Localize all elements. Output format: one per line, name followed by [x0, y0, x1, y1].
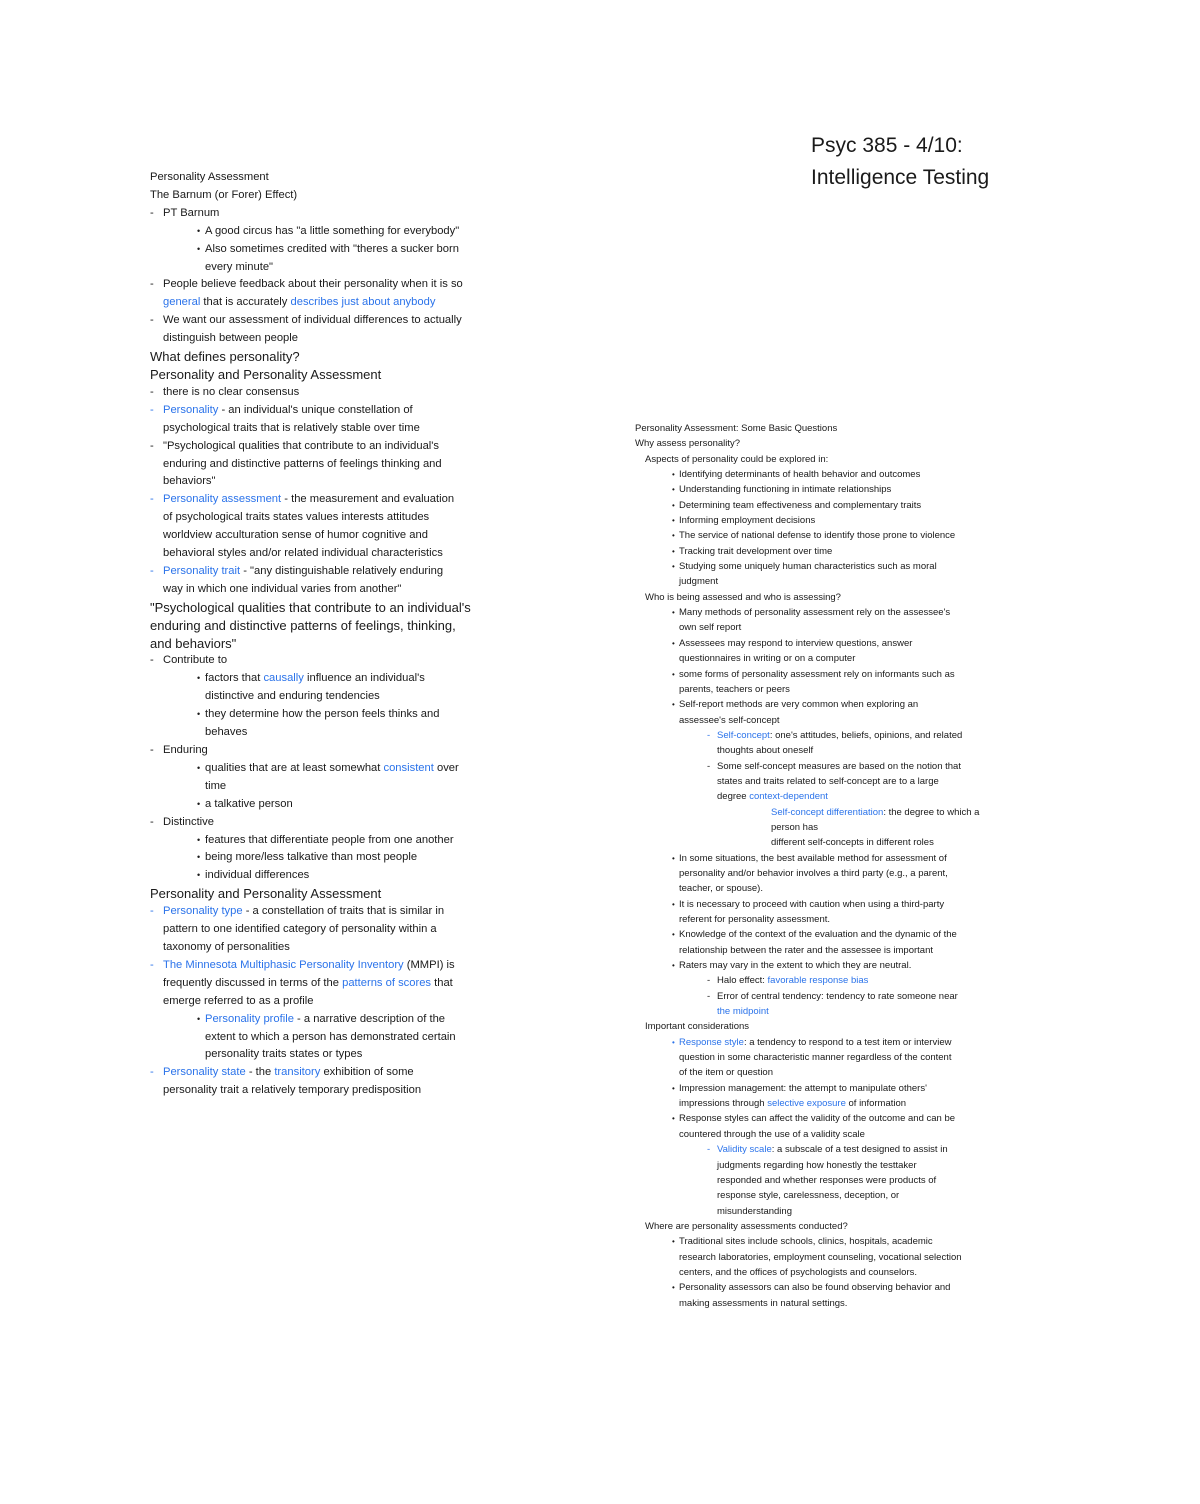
note-line: [150, 527, 530, 545]
note-text: a talkative person: [205, 797, 293, 810]
page-title: [811, 130, 1131, 194]
note-text: Aspects of personality could be explored in:: [645, 453, 829, 465]
highlighted-term: patterns of scores: [342, 976, 432, 989]
highlighted-term: transitory: [274, 1066, 321, 1079]
note-line: [635, 805, 1035, 820]
note-text: taxonomy of personalities: [163, 940, 290, 953]
note-line: [150, 975, 530, 993]
note-text: Raters may vary in the extent to which they are neutral.: [679, 960, 912, 972]
note-line: [150, 670, 530, 688]
note-text: People believe feedback about their personality when it is so: [163, 278, 463, 291]
note-line: [150, 724, 530, 742]
note-line: [635, 989, 1035, 1004]
note-text: emerge referred to as a profile: [163, 994, 314, 1007]
note-line: [635, 881, 1035, 896]
note-text: Understanding functioning in intimate relationships: [679, 484, 892, 496]
note-text: qualities that are at least somewhat: [205, 761, 384, 774]
note-text: they determine how the person feels thinks and: [205, 708, 440, 721]
note-text: Where are personality assessments conducted?: [645, 1220, 848, 1232]
note-line: [635, 973, 1035, 988]
note-text: Informing employment decisions: [679, 515, 816, 527]
note-text: Self-report methods are very common when exploring an: [679, 699, 919, 711]
note-line: [635, 559, 1035, 574]
note-text: responded and whether responses were products of: [717, 1174, 937, 1186]
note-text: some forms of personality assessment rely on informants such as: [679, 668, 955, 680]
note-text: misunderstanding: [717, 1205, 792, 1217]
note-line: [150, 402, 530, 420]
note-text: referent for personality assessment.: [679, 914, 831, 925]
note-text: features that differentiate people from one another: [205, 833, 454, 846]
note-text: centers, and the offices of psychologists and counselors.: [679, 1266, 917, 1278]
note-text: (MMPI) is: [403, 958, 455, 971]
note-line: [150, 223, 530, 241]
note-text: Why assess personality?: [635, 438, 741, 450]
note-text: states and traits related to self-concept are to a large: [717, 775, 939, 787]
note-line: [635, 1204, 1035, 1219]
note-text: teacher, or spouse).: [679, 883, 763, 895]
note-line: [150, 294, 530, 312]
note-text: The Barnum (or Forer) Effect): [150, 188, 298, 201]
note-text: Halo effect:: [717, 975, 768, 987]
highlighted-term: context-dependent: [749, 791, 828, 803]
note-text: The service of national defense to identify those prone to violence: [679, 530, 956, 542]
note-text: - "any distinguishable relatively enduring: [240, 564, 444, 577]
note-text: - the: [245, 1066, 275, 1079]
note-text: psychological traits that is relatively stable over time: [163, 421, 420, 434]
note-line: [635, 1158, 1035, 1173]
note-text: Important considerations: [645, 1021, 750, 1033]
note-line: [635, 1250, 1035, 1265]
note-text: Determining team effectiveness and complementary traits: [679, 499, 922, 511]
note-text: frequently discussed in terms of the: [163, 976, 343, 989]
note-line: [150, 617, 530, 635]
note-line: [150, 563, 530, 581]
note-line: [150, 473, 530, 491]
note-line: [635, 897, 1035, 912]
note-text: Error of central tendency: tendency to rate someone near: [717, 990, 958, 1002]
note-text: of psychological traits states values interests attitudes: [163, 511, 430, 524]
note-text: thoughts about oneself: [717, 745, 814, 757]
note-line: [150, 491, 530, 509]
note-line: [635, 759, 1035, 774]
note-text: - an individual's unique constellation of: [218, 403, 413, 416]
note-line: [635, 1019, 1035, 1034]
note-line: [635, 482, 1035, 497]
note-line: [635, 697, 1035, 712]
note-line: [635, 1050, 1035, 1065]
note-text: that is accurately: [200, 296, 291, 309]
page-title-line-1: Psyc 385 - 4/10:: [811, 134, 963, 157]
note-line: [150, 688, 530, 706]
note-text: that: [431, 976, 453, 989]
note-line: [635, 943, 1035, 958]
note-text: time: [205, 779, 227, 792]
note-line: [635, 1004, 1035, 1019]
highlighted-term: consistent: [383, 761, 434, 774]
note-line: [150, 1046, 530, 1064]
note-line: [635, 1234, 1035, 1249]
note-text: : a tendency to respond to a test item or interview: [743, 1036, 952, 1048]
note-text: research laboratories, employment counseling, vocational selection: [679, 1251, 962, 1263]
highlighted-term: general: [163, 296, 201, 309]
note-line: [150, 259, 530, 277]
highlighted-term: Validity scale: [717, 1144, 772, 1156]
note-text: distinctive and enduring tendencies: [205, 690, 380, 703]
note-line: [635, 1280, 1035, 1295]
note-text: personality traits states or types: [205, 1048, 363, 1061]
note-text: Personality and Personality Assessment: [150, 886, 382, 902]
note-line: [150, 205, 530, 223]
note-line: [635, 1065, 1035, 1080]
note-text: judgments regarding how honestly the testtaker: [717, 1159, 917, 1171]
note-text: Who is being assessed and who is assessing?: [645, 591, 841, 603]
note-text: - a constellation of traits that is similar in: [242, 905, 445, 918]
note-text: Knowledge of the context of the evaluation and the dynamic of the: [679, 929, 957, 941]
note-text: response style, carelessness, deception, or: [717, 1190, 900, 1202]
note-text: of the item or question: [679, 1067, 773, 1079]
right-notes-column: [635, 421, 1035, 1311]
highlighted-term: Personality: [163, 403, 219, 416]
note-text: behaves: [205, 726, 248, 739]
note-text: person has: [771, 821, 819, 833]
note-line: [635, 1127, 1035, 1142]
note-line: [635, 513, 1035, 528]
highlighted-term: The Minnesota Multiphasic Personality Inventory: [163, 958, 404, 971]
note-line: [635, 667, 1035, 682]
note-line: [150, 867, 530, 885]
note-text: Studying some uniquely human characteristics such as moral: [679, 561, 937, 573]
note-text: What defines personality?: [150, 349, 300, 365]
note-text: Traditional sites include schools, clinics, hospitals, academic: [679, 1236, 933, 1248]
note-text: questionnaires in writing or on a computer: [679, 653, 856, 665]
note-text: "Psychological qualities that contribute to an individual's: [163, 439, 440, 452]
note-text: different self-concepts in different roles: [771, 837, 934, 849]
note-text: - the measurement and evaluation: [281, 493, 455, 506]
note-line: [635, 1265, 1035, 1280]
note-text: being more/less talkative than most people: [205, 851, 418, 864]
note-line: [150, 778, 530, 796]
note-line: [150, 885, 530, 903]
note-text: extent to which a person has demonstrated certain: [205, 1030, 456, 1043]
note-line: [635, 774, 1035, 789]
note-line: [150, 312, 530, 330]
note-text: distinguish between people: [163, 332, 298, 345]
highlighted-term: causally: [263, 672, 304, 685]
highlighted-term: Personality type: [163, 905, 243, 918]
note-text: behavioral styles and/or related individual characteristics: [163, 547, 443, 560]
note-text: countered through the use of a validity scale: [679, 1128, 865, 1140]
note-text: : one's attitudes, beliefs, opinions, and related: [769, 729, 963, 741]
note-line: [635, 574, 1035, 589]
note-text: behaviors": [163, 475, 216, 488]
note-text: factors that: [205, 672, 264, 685]
note-text: over: [433, 761, 459, 774]
note-line: [635, 743, 1035, 758]
note-line: [635, 1111, 1035, 1126]
highlighted-term: the midpoint: [717, 1006, 769, 1018]
note-text: personality and/or behavior involves a third party (e.g., a parent,: [679, 867, 948, 879]
highlighted-term: Personality assessment: [163, 493, 282, 506]
note-text: : the degree to which a: [883, 806, 980, 818]
note-text: "Psychological qualities that contribute to an individual's: [150, 599, 471, 615]
note-text: enduring and distinctive patterns of feelings, thinking,: [150, 617, 456, 633]
note-text: Also sometimes credited with "theres a sucker born: [205, 242, 459, 255]
note-text: enduring and distinctive patterns of feelings thinking and: [163, 457, 442, 470]
note-line: [635, 927, 1035, 942]
note-line: [635, 620, 1035, 635]
note-text: - a narrative description of the: [293, 1012, 446, 1025]
note-line: [635, 421, 1035, 436]
note-line: [635, 452, 1035, 467]
note-text: own self report: [679, 622, 742, 634]
note-line: [635, 498, 1035, 513]
note-line: [150, 921, 530, 939]
highlighted-term: Personality trait: [163, 564, 241, 577]
note-text: there is no clear consensus: [163, 385, 300, 398]
note-line: [150, 993, 530, 1011]
note-text: Many methods of personality assessment rely on the assessee's: [679, 607, 951, 619]
note-text: In some situations, the best available method for assessment of: [679, 852, 947, 864]
note-line: [150, 456, 530, 474]
note-text: : a subscale of a test designed to assist in: [771, 1144, 948, 1156]
highlighted-term: favorable response bias: [767, 975, 869, 987]
note-line: [635, 728, 1035, 743]
note-line: [150, 903, 530, 921]
note-line: [635, 590, 1035, 605]
note-line: [150, 939, 530, 957]
note-line: [150, 849, 530, 867]
note-text: Personality assessors can also be found observing behavior and: [679, 1282, 951, 1294]
note-line: [150, 814, 530, 832]
note-text: Personality Assessment: Some Basic Questions: [635, 423, 838, 434]
highlighted-term: Personality state: [163, 1066, 246, 1079]
note-text: individual differences: [205, 869, 310, 882]
note-text: personality trait a relatively temporary predisposition: [163, 1084, 422, 1097]
note-text: Some self-concept measures are based on the notion that: [717, 760, 961, 772]
note-text: It is necessary to proceed with caution when using a third-party: [679, 898, 945, 910]
highlighted-term: describes just about anybody: [290, 296, 436, 309]
note-text: Identifying determinants of health behavior and outcomes: [679, 469, 921, 481]
note-line: [150, 187, 530, 205]
note-line: [150, 330, 530, 348]
note-line: [635, 713, 1035, 728]
highlighted-term: selective exposure: [767, 1098, 846, 1110]
note-line: [150, 760, 530, 778]
note-line: [150, 957, 530, 975]
note-line: [150, 706, 530, 724]
note-text: Enduring: [163, 744, 208, 756]
note-text: parents, teachers or peers: [679, 683, 790, 695]
note-line: [150, 241, 530, 259]
note-line: [635, 1173, 1035, 1188]
note-text: every minute": [205, 260, 274, 273]
note-text: Distinctive: [163, 815, 214, 828]
note-line: [635, 912, 1035, 927]
note-line: [150, 384, 530, 402]
note-text: worldview acculturation sense of humor cognitive and: [163, 529, 428, 542]
note-text: assessee's self-concept: [679, 714, 780, 726]
note-line: [635, 651, 1035, 666]
note-line: [635, 544, 1035, 559]
note-line: [150, 652, 530, 670]
note-line: [635, 851, 1035, 866]
note-text: pattern to one identified category of personality within a: [163, 923, 437, 936]
note-line: [150, 420, 530, 438]
note-line: [635, 528, 1035, 543]
note-line: [635, 467, 1035, 482]
note-text: impressions through: [679, 1098, 768, 1110]
note-text: A good circus has "a little something for everybody": [205, 224, 460, 237]
note-line: [150, 1064, 530, 1082]
note-line: [635, 682, 1035, 697]
note-line: [150, 832, 530, 850]
note-line: [150, 1011, 530, 1029]
note-line: [635, 1219, 1035, 1234]
note-text: Personality and Personality Assessment: [150, 366, 382, 382]
note-line: [150, 545, 530, 563]
note-text: Response styles can affect the validity of the outcome and can be: [679, 1113, 956, 1125]
note-line: [635, 605, 1035, 620]
note-text: relationship between the rater and the assessee is important: [679, 944, 934, 956]
highlighted-term: Response style: [679, 1036, 744, 1048]
note-text: and behaviors": [150, 635, 237, 651]
note-line: [150, 509, 530, 527]
note-text: degree: [717, 791, 750, 803]
note-text: of information: [845, 1098, 907, 1110]
note-line: [635, 436, 1035, 451]
note-line: [635, 1188, 1035, 1203]
highlighted-term: Self-concept: [717, 729, 770, 741]
note-line: [150, 635, 530, 653]
note-line: [635, 1296, 1035, 1311]
note-text: question in some characteristic manner regardless of the content: [679, 1052, 952, 1064]
page-title-line-2: Intelligence Testing: [811, 166, 990, 189]
note-line: [150, 348, 530, 366]
highlighted-term: Self-concept differentiation: [771, 806, 884, 818]
note-line: [150, 169, 530, 187]
note-line: [635, 1081, 1035, 1096]
note-text: We want our assessment of individual differences to actually: [163, 314, 462, 327]
note-text: Contribute to: [163, 654, 228, 667]
note-line: [635, 866, 1035, 881]
note-text: making assessments in natural settings.: [679, 1297, 848, 1309]
note-text: Assessees may respond to interview questions, answer: [679, 637, 913, 649]
note-text: Personality Assessment: [150, 171, 269, 183]
note-line: [635, 958, 1035, 973]
note-line: [635, 789, 1035, 804]
note-line: [635, 835, 1035, 850]
left-notes-column: [150, 169, 530, 1100]
note-line: [150, 1082, 530, 1100]
note-line: [635, 1142, 1035, 1157]
note-text: Tracking trait development over time: [679, 545, 833, 557]
note-line: [150, 742, 530, 760]
note-line: [150, 796, 530, 814]
note-text: way in which one individual varies from another": [163, 582, 402, 595]
note-line: [150, 438, 530, 456]
highlighted-term: Personality profile: [205, 1012, 294, 1025]
note-text: judgment: [679, 576, 719, 588]
note-line: [635, 1096, 1035, 1111]
note-text: Impression management: the attempt to manipulate others': [679, 1082, 927, 1094]
note-line: [635, 1035, 1035, 1050]
note-line: [150, 599, 530, 617]
note-text: influence an individual's: [303, 672, 425, 685]
note-line: [635, 636, 1035, 651]
note-text: PT Barnum: [163, 206, 220, 219]
note-line: [150, 1029, 530, 1047]
note-text: exhibition of some: [320, 1066, 414, 1079]
note-line: [635, 820, 1035, 835]
note-line: [150, 276, 530, 294]
note-line: [150, 366, 530, 384]
note-line: [150, 581, 530, 599]
